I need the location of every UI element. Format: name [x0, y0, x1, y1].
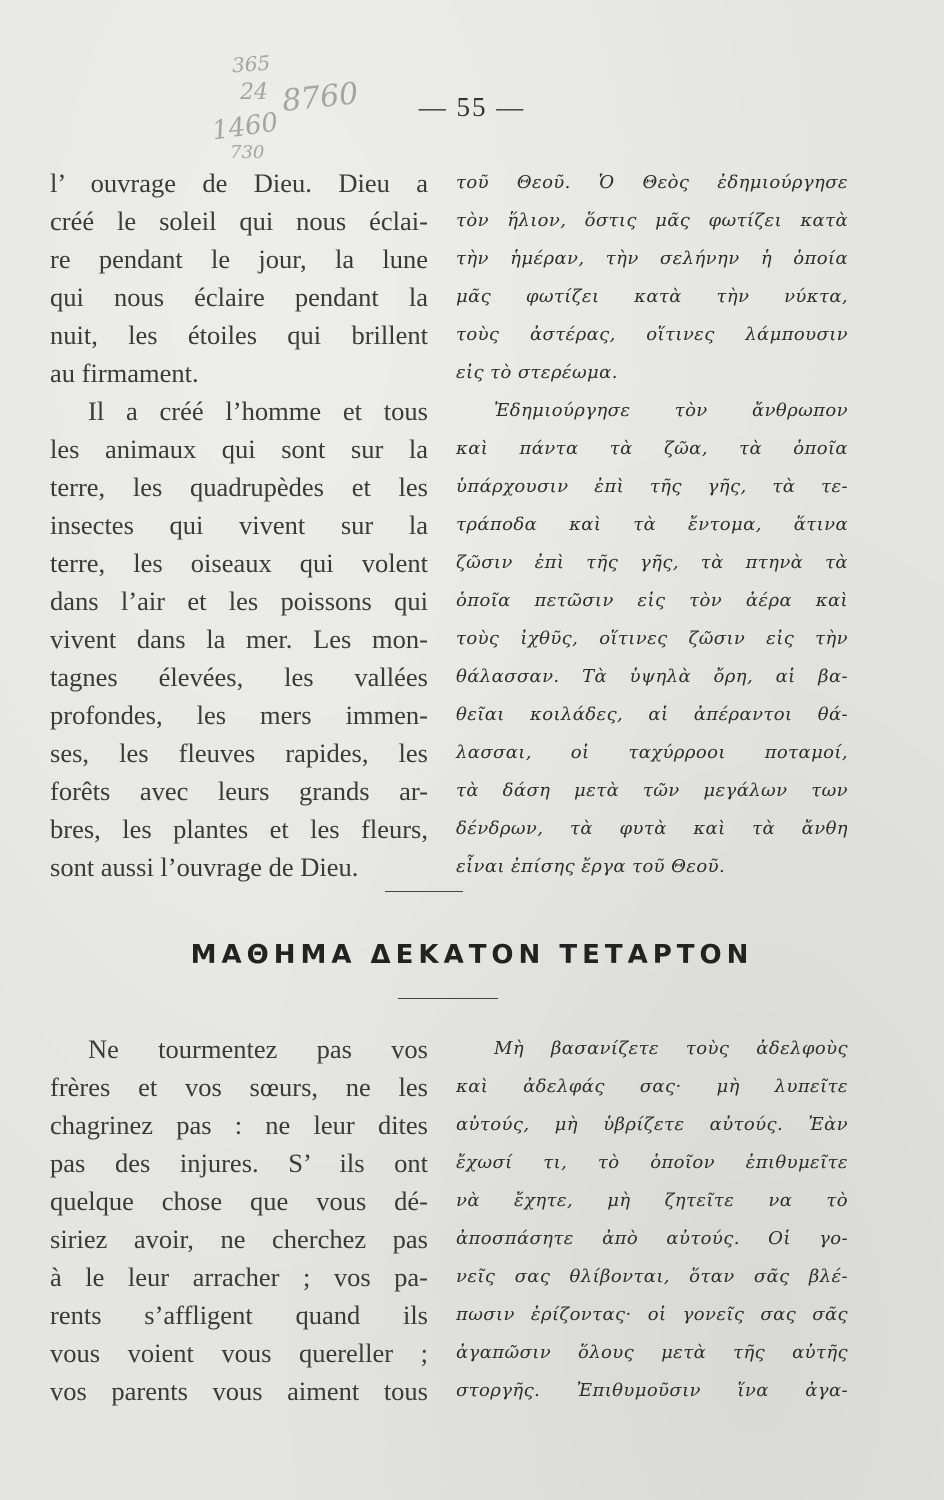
text-line: λασσαι, οἱ ταχύρροοι ποταμοί,: [456, 742, 848, 763]
text-line: πωσιν ἐρίζοντας· οἱ γονεῖς σας σᾶς: [456, 1304, 848, 1325]
text-line: rents s’affligent quand ils: [50, 1300, 428, 1330]
text-line: terre, les oiseaux qui volent: [50, 548, 428, 578]
text-line: μᾶς φωτίζει κατὰ τὴν νύκτα,: [456, 286, 848, 307]
text-line: ἀγαπῶσιν ὅλους μετὰ τῆς αὐτῆς: [456, 1342, 848, 1363]
text-line: ses, les fleuves rapides, les: [50, 738, 428, 768]
french-column-1: [50, 164, 428, 886]
text-line: bres, les plantes et les fleurs,: [50, 814, 428, 844]
text-line: θάλασσαν. Τὰ ὑψηλὰ ὄρη, αἱ βα-: [456, 666, 848, 687]
text-line: τὰ δάση μετὰ τῶν μεγάλων των: [456, 780, 848, 801]
french-column-2: [50, 1030, 428, 1410]
pencil-note: 730: [230, 142, 265, 163]
text-line: ἔχωσί τι, τὸ ὁποῖον ἐπιθυμεῖτε: [456, 1152, 848, 1173]
pencil-note: 1460: [210, 107, 280, 147]
text-line: τὴν ἡμέραν, τὴν σελήνην ἡ ὁποία: [456, 248, 848, 269]
text-line: siriez avoir, ne cherchez pas: [50, 1224, 428, 1254]
text-line: forêts avec leurs grands ar-: [50, 776, 428, 806]
greek-column-2: [456, 1030, 848, 1410]
text-line: pas des injures. S’ ils ont: [50, 1148, 428, 1178]
text-line: nuit, les étoiles qui brillent: [50, 320, 428, 350]
text-line: terre, les quadrupèdes et les: [50, 472, 428, 502]
text-line: τοὺς ἰχθῦς, οἵτινες ζῶσιν εἰς τὴν: [456, 628, 848, 649]
heading-underline: [398, 998, 498, 999]
pencil-note: 8760: [280, 76, 360, 119]
text-line: dans l’air et les poissons qui: [50, 586, 428, 616]
text-line: au firmament.: [50, 358, 199, 388]
text-line: l’ ouvrage de Dieu. Dieu a: [50, 168, 428, 198]
text-line: τὸν ἥλιον, ὅστις μᾶς φωτίζει κατὰ: [456, 210, 848, 231]
text-line: νεῖς σας θλίβονται, ὅταν σᾶς βλέ-: [456, 1266, 848, 1287]
text-line: Ne tourmentez pas vos: [88, 1034, 428, 1064]
page-number: — 55 —: [418, 92, 526, 122]
pencil-note: 365: [231, 50, 271, 78]
text-line: re pendant le jour, la lune: [50, 244, 428, 274]
text-line: εἶναι ἐπίσης ἔργα τοῦ Θεοῦ.: [456, 856, 726, 877]
text-line: τράποδα καὶ τὰ ἔντομα, ἅτινα: [456, 514, 848, 535]
text-line: créé le soleil qui nous éclai-: [50, 206, 428, 236]
text-line: sont aussi l’ouvrage de Dieu.: [50, 852, 359, 882]
text-line: vous voient vous quereller ;: [50, 1338, 428, 1368]
text-line: στοργῆς. Ἐπιθυμοῦσιν ἵνα ἀγα-: [456, 1380, 848, 1401]
section-divider: [385, 891, 463, 892]
text-line: Μὴ βασανίζετε τοὺς ἀδελφοὺς: [494, 1038, 848, 1059]
text-line: les animaux qui sont sur la: [50, 434, 428, 464]
text-line: δένδρων, τὰ φυτὰ καὶ τὰ ἄνθη: [456, 818, 848, 839]
text-line: chagrinez pas : ne leur dites: [50, 1110, 428, 1140]
text-line: qui nous éclaire pendant la: [50, 282, 428, 312]
text-line: θεῖαι κοιλάδες, αἱ ἀπέραντοι θά-: [456, 704, 848, 725]
text-line: αὐτούς, μὴ ὑβρίζετε αὐτούς. Ἐὰν: [456, 1114, 848, 1135]
text-line: καὶ ἀδελφάς σας· μὴ λυπεῖτε: [456, 1076, 848, 1097]
text-line: insectes qui vivent sur la: [50, 510, 428, 540]
pencil-note: 24: [240, 80, 268, 105]
text-line: ἀποσπάσητε ἀπὸ αὐτούς. Οἱ γο-: [456, 1228, 848, 1249]
text-line: Il a créé l’homme et tous: [88, 396, 428, 426]
text-line: tagnes élevées, les vallées: [50, 662, 428, 692]
greek-column-1: [456, 164, 848, 886]
text-line: τοὺς ἀστέρας, οἵτινες λάμπουσιν: [456, 324, 848, 345]
text-line: ὁποῖα πετῶσιν εἰς τὸν ἀέρα καὶ: [456, 590, 848, 611]
text-line: ὑπάρχουσιν ἐπὶ τῆς γῆς, τὰ τε-: [456, 476, 848, 497]
text-line: vivent dans la mer. Les mon-: [50, 624, 428, 654]
text-line: frères et vos sœurs, ne les: [50, 1072, 428, 1102]
text-line: vos parents vous aiment tous: [50, 1376, 428, 1406]
text-line: τοῦ Θεοῦ. Ὁ Θεὸς ἐδημιούργησε: [456, 172, 848, 193]
text-line: Ἐδημιούργησε τὸν ἄνθρωπον: [494, 400, 848, 421]
text-line: quelque chose que vous dé-: [50, 1186, 428, 1216]
lesson-heading: ΜΑΘΗΜΑ ΔΕΚΑΤΟΝ ΤΕΤΑΡΤΟΝ: [190, 940, 754, 970]
text-line: καὶ πάντα τὰ ζῶα, τὰ ὁποῖα: [456, 438, 848, 459]
text-line: à le leur arracher ; vos pa-: [50, 1262, 428, 1292]
text-line: profondes, les mers immen-: [50, 700, 428, 730]
text-line: ζῶσιν ἐπὶ τῆς γῆς, τὰ πτηνὰ τὰ: [456, 552, 848, 573]
text-line: εἰς τὸ στερέωμα.: [456, 362, 618, 383]
text-line: νὰ ἔχητε, μὴ ζητεῖτε να τὸ: [456, 1190, 848, 1211]
